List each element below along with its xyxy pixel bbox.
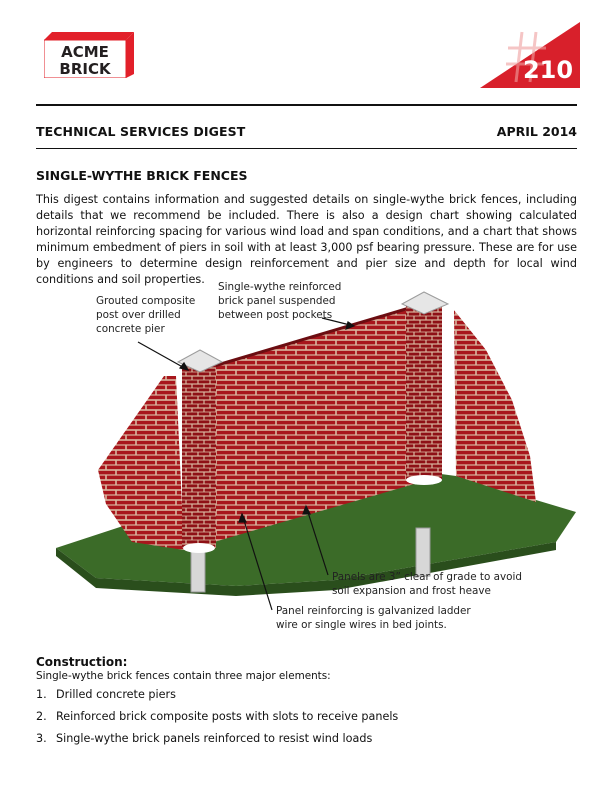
brick-post-right	[406, 306, 442, 480]
callout-panel-reinforcing: Panel reinforcing is galvanized ladder wire or single wires in bed joints.	[276, 605, 471, 631]
construction-heading: Construction:	[36, 655, 128, 669]
acme-brick-logo	[44, 30, 136, 78]
right-stepped-panel	[454, 310, 536, 502]
issue-number-badge	[480, 22, 580, 88]
logo-line1: ACME	[61, 43, 109, 61]
left-stepped-panel	[98, 376, 184, 550]
logo-line2: BRICK	[59, 60, 111, 78]
brick-post-left	[182, 362, 216, 548]
brick-fence-illustration	[36, 280, 577, 640]
list-item: 2. Reinforced brick composite posts with slots to receive panels	[36, 710, 399, 723]
header-rule-bottom	[36, 148, 577, 149]
digest-date: APRIL 2014	[496, 124, 577, 139]
article-title: SINGLE-WYTHE BRICK FENCES	[36, 168, 248, 183]
callout-grade-clearance: Panels are 3” clear of grade to avoid soil expansion and frost heave	[332, 571, 523, 597]
callout-composite-post: Grouted composite post over drilled concrete pier	[96, 295, 196, 335]
list-item: 3. Single-wythe brick panels reinforced to resist wind loads	[36, 732, 373, 745]
construction-elements-list	[36, 686, 398, 752]
digest-header	[36, 124, 577, 142]
list-item: 1. Drilled concrete piers	[36, 688, 176, 701]
issue-number: 210	[522, 56, 574, 84]
header-rule-top	[36, 104, 577, 106]
construction-lead: Single-wythe brick fences contain three major elements:	[36, 670, 331, 682]
concrete-pier-left	[191, 550, 205, 592]
concrete-pier-right	[416, 528, 430, 576]
intro-paragraph: This digest contains information and suggested details on single-wythe brick fences, including details that we recommend be included. There is also a design chart showing calculated horizontal reinforcing spacing for various wind load and span conditions, and a chart that shows minimum embedment of piers in soil with at least 3,000 psf bearing pressure. These are for use by engineers to determine design reinforcement and pier size and depth for local wind conditions and soil properties.	[36, 193, 577, 286]
digest-title: TECHNICAL SERVICES DIGEST	[36, 124, 246, 139]
callout-brick-panel: Single-wythe reinforced brick panel suspended between post pockets	[218, 281, 342, 321]
